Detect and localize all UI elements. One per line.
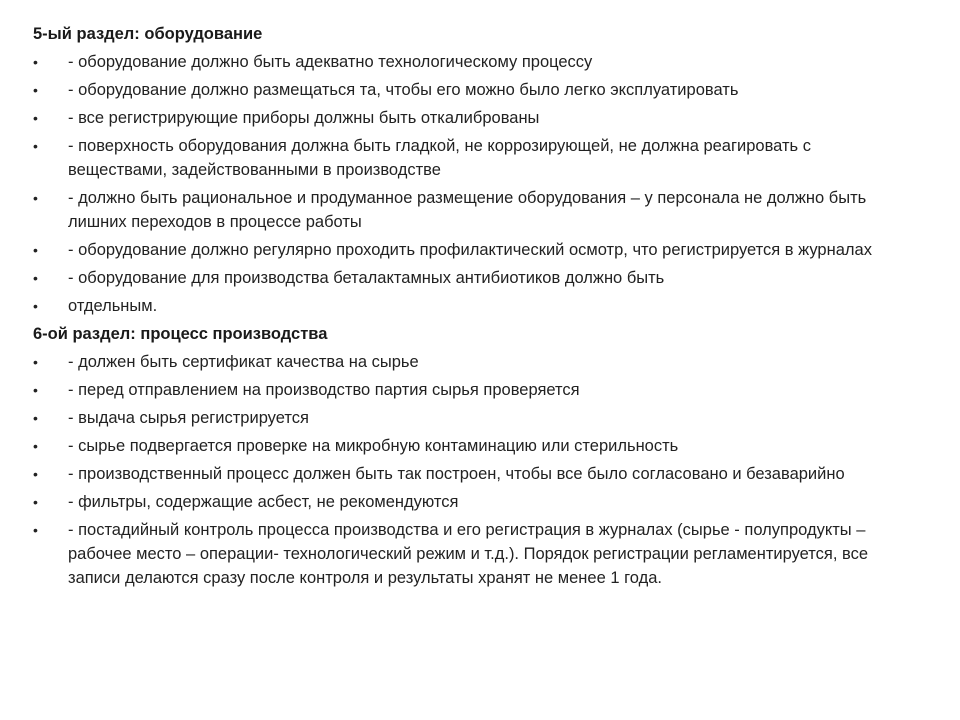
bullet-icon: • [33,438,38,454]
list-item-text: - поверхность оборудования должна быть гладкой, не коррозирующей, не должна реагировать с веществами, задействованными в производстве [68,137,811,179]
list-item [33,490,903,514]
list-item-text: - все регистрирующие приборы должны быть откалиброваны [68,109,540,127]
section-6-list [33,350,903,590]
list-item-text: - должно быть рациональное и продуманное размещение оборудования – у персонала не должно быть лишних переходов в процессе работы [68,189,867,231]
bullet-icon: • [33,242,38,258]
list-item-text: - оборудование должно быть адекватно технологическому процессу [68,53,593,71]
list-item-text: отдельным. [68,297,158,315]
bullet-icon: • [33,382,38,398]
list-item [33,518,903,590]
bullet-icon: • [33,354,38,370]
list-item [33,350,903,374]
list-item-text: - перед отправлением на производство партия сырья проверяется [68,381,580,399]
list-item-text: - оборудование должно размещаться та, чтобы его можно было легко эксплуатировать [68,81,739,99]
list-item-text: - оборудование должно регулярно проходить профилактический осмотр, что регистрируется в журналах [68,241,872,259]
list-item-text: - должен быть сертификат качества на сырье [68,353,419,371]
bullet-icon: • [33,410,38,426]
list-item-text: - постадийный контроль процесса производства и его регистрация в журналах (сырье - полупродукты – рабочее место – операции- технологический режим и т.д.). Порядок регистрации регламентируется, все записи делаются сразу после контроля и результаты хранят не менее 1 года. [68,521,869,587]
list-item [33,378,903,402]
list-item [33,186,903,234]
list-item [33,78,903,102]
list-item-text: - выдача сырья регистрируется [68,409,309,427]
bullet-icon: • [33,190,38,206]
list-item-text: - фильтры, содержащие асбест, не рекомендуются [68,493,459,511]
list-item [33,294,903,318]
bullet-icon: • [33,54,38,70]
section-6-heading: 6-ой раздел: процесс производства [33,325,328,343]
bullet-icon: • [33,138,38,154]
list-item-text: - производственный процесс должен быть так построен, чтобы все было согласовано и безаварийно [68,465,845,483]
list-item-text: - оборудование для производства беталактамных антибиотиков должно быть [68,269,665,287]
bullet-icon: • [33,494,38,510]
list-item [33,266,903,290]
list-item [33,462,903,486]
bullet-icon: • [33,270,38,286]
bullet-icon: • [33,522,38,538]
list-item-text: - сырье подвергается проверке на микробную контаминацию или стерильность [68,437,679,455]
section-5-list [33,50,903,318]
list-item [33,106,903,130]
list-item [33,434,903,458]
bullet-icon: • [33,110,38,126]
list-item [33,50,903,74]
list-item [33,134,903,182]
list-item [33,406,903,430]
bullet-icon: • [33,466,38,482]
bullet-icon: • [33,298,38,314]
list-item [33,238,903,262]
bullet-icon: • [33,82,38,98]
slide-content [33,22,903,594]
section-5-heading: 5-ый раздел: оборудование [33,25,263,43]
